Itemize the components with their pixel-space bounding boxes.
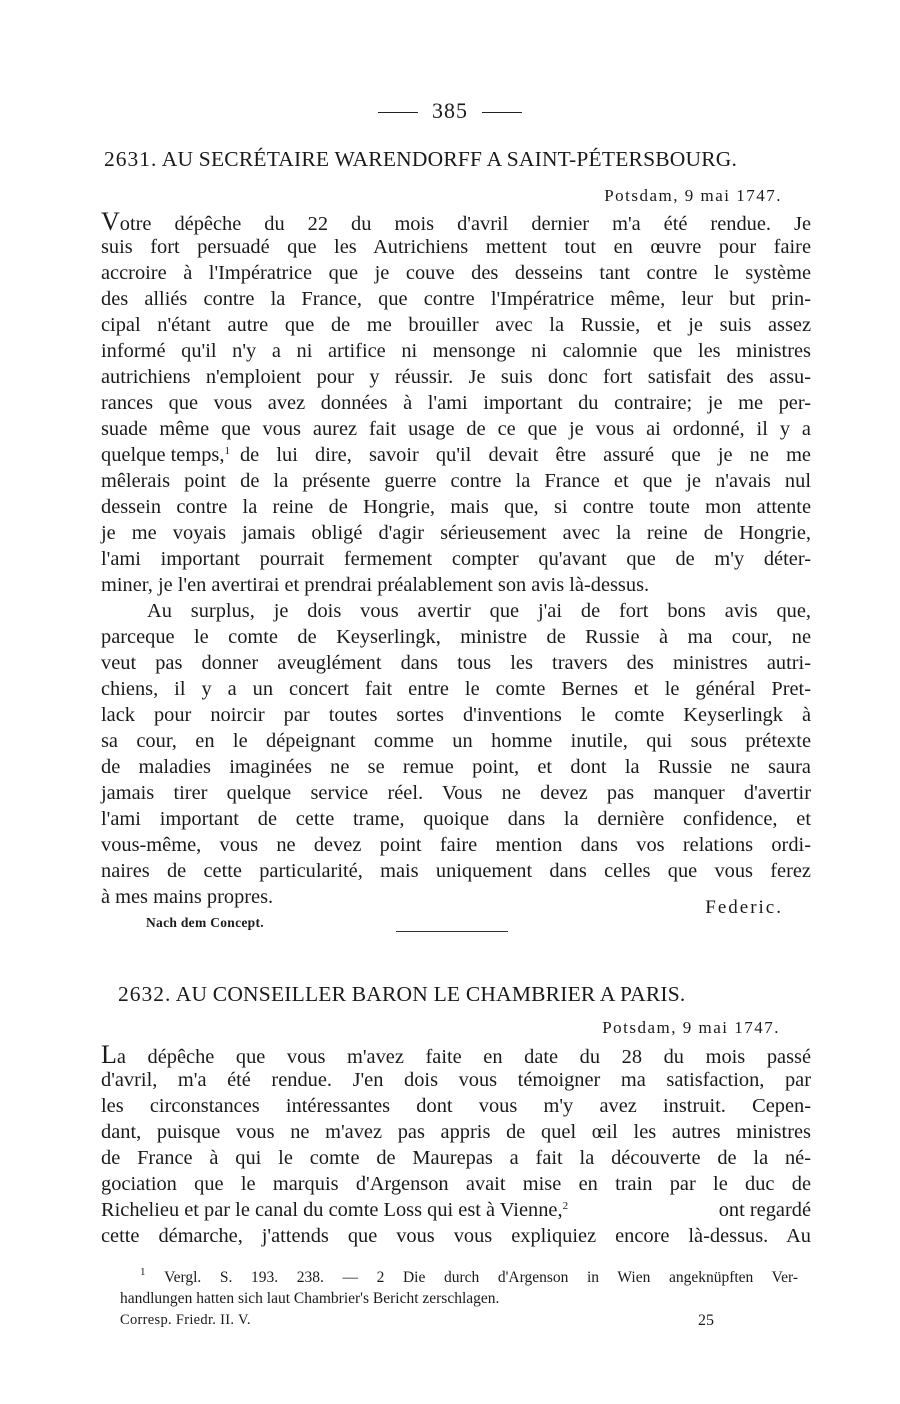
signature: Federic. (705, 897, 783, 918)
text-line: Votre dépêche du 22 du mois d'avril dernier m'a été rendue. Je (101, 207, 811, 236)
letter-title: AU CONSEILLER BARON LE CHAMBRIER A PARIS. (175, 982, 686, 1006)
text-line: les circonstances intéressantes dont vous m'y avez instruit. Cepen- (101, 1095, 811, 1117)
text-line: parceque le comte de Keyserlingk, ministre de Russie à ma cour, ne (101, 626, 811, 648)
text-line: miner, je l'en avertirai et prendrai préalablement son avis là-dessus. (101, 574, 650, 596)
text-line: accroire à l'Impératrice que je couve des desseins tant contre le système (101, 262, 811, 284)
text-line: mêlerais point de la présente guerre contre la France et que je n'avais nul (101, 470, 811, 492)
text-line: chiens, il y a un concert fait entre le comte Bernes et le général Pret- (101, 678, 811, 700)
text-line: La dépêche que vous m'avez faite en date du 28 du mois passé (101, 1040, 811, 1069)
text-fragment: quelque temps, (101, 444, 225, 466)
text-line-with-note (101, 443, 811, 469)
signature-mark: 25 (698, 1312, 714, 1329)
dash-right (482, 112, 522, 113)
footer-source: Corresp. Friedr. II. V. (120, 1312, 251, 1328)
footnote-line: handlungen hatten sich laut Chambrier's Bericht zerschlagen. (120, 1290, 500, 1307)
text-line: l'ami important pourrait fermement compter qu'avant que de m'y déter- (101, 548, 811, 570)
dateline-2631: Potsdam, 9 mai 1747. (604, 186, 782, 205)
text-line-paragraph-start: Au surplus, je dois vous avertir que j'ai de fort bons avis que, (147, 600, 811, 622)
text-line-with-note (101, 1198, 811, 1224)
text-line: veut pas donner aveuglément dans tous les travers des ministres autri- (101, 652, 811, 674)
source-note: Nach dem Concept. (146, 915, 264, 930)
letter-number: 2632. (118, 982, 172, 1006)
text-line: l'ami important de cette trame, quoique dans la dernière confidence, et (101, 808, 811, 830)
letter-heading-2632 (118, 982, 830, 1007)
text-line: cipal n'étant autre que de me brouiller avec la Russie, et je suis assez (101, 314, 811, 336)
footnote-ref: 1 (224, 445, 230, 457)
text-line: de maladies imaginées ne se remue point, et dont la Russie ne saura (101, 756, 811, 778)
text-line: cette démarche, j'attends que vous vous expliquiez encore là-dessus. Au (101, 1225, 811, 1247)
dateline-2632: Potsdam, 9 mai 1747. (602, 1018, 780, 1037)
text-line: naires de cette particularité, mais uniquement dans celles que vous ferez (101, 860, 811, 882)
page-number (0, 98, 900, 124)
text-line: sa cour, en le dépeignant comme un homme inutile, qui sous prétexte (101, 730, 811, 752)
text-line: de France à qui le comte de Maurepas a fait la découverte de la né- (101, 1147, 811, 1169)
footnote-marker: 1 (140, 1266, 146, 1278)
dash-left (378, 112, 418, 113)
text-line: des alliés contre la France, que contre l'Impératrice même, leur but prin- (101, 288, 811, 310)
letter-number: 2631. (104, 147, 158, 171)
footnote-text: Vergl. S. 193. 238. — 2 Die durch d'Argenson in Wien angeknüpften Ver- (164, 1269, 799, 1286)
footnote-line (140, 1268, 798, 1288)
text-line: autrichiens n'emploient pour y réussir. Je suis donc fort satisfait des assu- (101, 366, 811, 388)
text-line: vous-même, vous ne devez point faire mention dans vos relations ordi- (101, 834, 811, 856)
text-line: je me voyais jamais obligé d'agir sérieusement avec la reine de Hongrie, (101, 522, 811, 544)
text-line: lack pour noircir par toutes sortes d'inventions le comte Keyserlingk à (101, 704, 811, 726)
text-line: suade même que vous aurez fait usage de ce que je vous ai ordonné, il y a (101, 418, 811, 440)
section-separator (396, 931, 508, 932)
text-line: dant, puisque vous ne m'avez pas appris de quel œil les autres ministres (101, 1121, 811, 1143)
text-line: d'avril, m'a été rendue. J'en dois vous témoigner ma satisfaction, par (101, 1069, 811, 1091)
text-line: gociation que le marquis d'Argenson avait mise en train par le duc de (101, 1173, 811, 1195)
text-line: rances que vous avez données à l'ami important du contraire; je me per- (101, 392, 811, 414)
text-fragment: Richelieu et par le canal du comte Loss qui est à Vienne, (101, 1199, 563, 1221)
text-fragment: ont regardé (718, 1199, 811, 1221)
text-line: dessein contre la reine de Hongrie, mais que, si contre toute mon attente (101, 496, 811, 518)
footnote-ref: 2 (562, 1200, 569, 1212)
page-number-text: 385 (432, 98, 468, 123)
text-line: à mes mains propres. (101, 886, 274, 908)
text-line: suis fort persuadé que les Autrichiens mettent tout en œuvre pour faire (101, 236, 811, 258)
letter-title: AU SECRÉTAIRE WARENDORFF A SAINT-PÉTERSBOURG. (161, 147, 738, 171)
text-fragment: de lui dire, savoir qu'il devait être assuré que je ne me (239, 444, 811, 466)
text-line: jamais tirer quelque service réel. Vous ne devez pas manquer d'avertir (101, 782, 811, 804)
text-line: informé qu'il n'y a ni artifice ni mensonge ni calomnie que les ministres (101, 340, 811, 362)
letter-heading-2631 (104, 147, 816, 172)
